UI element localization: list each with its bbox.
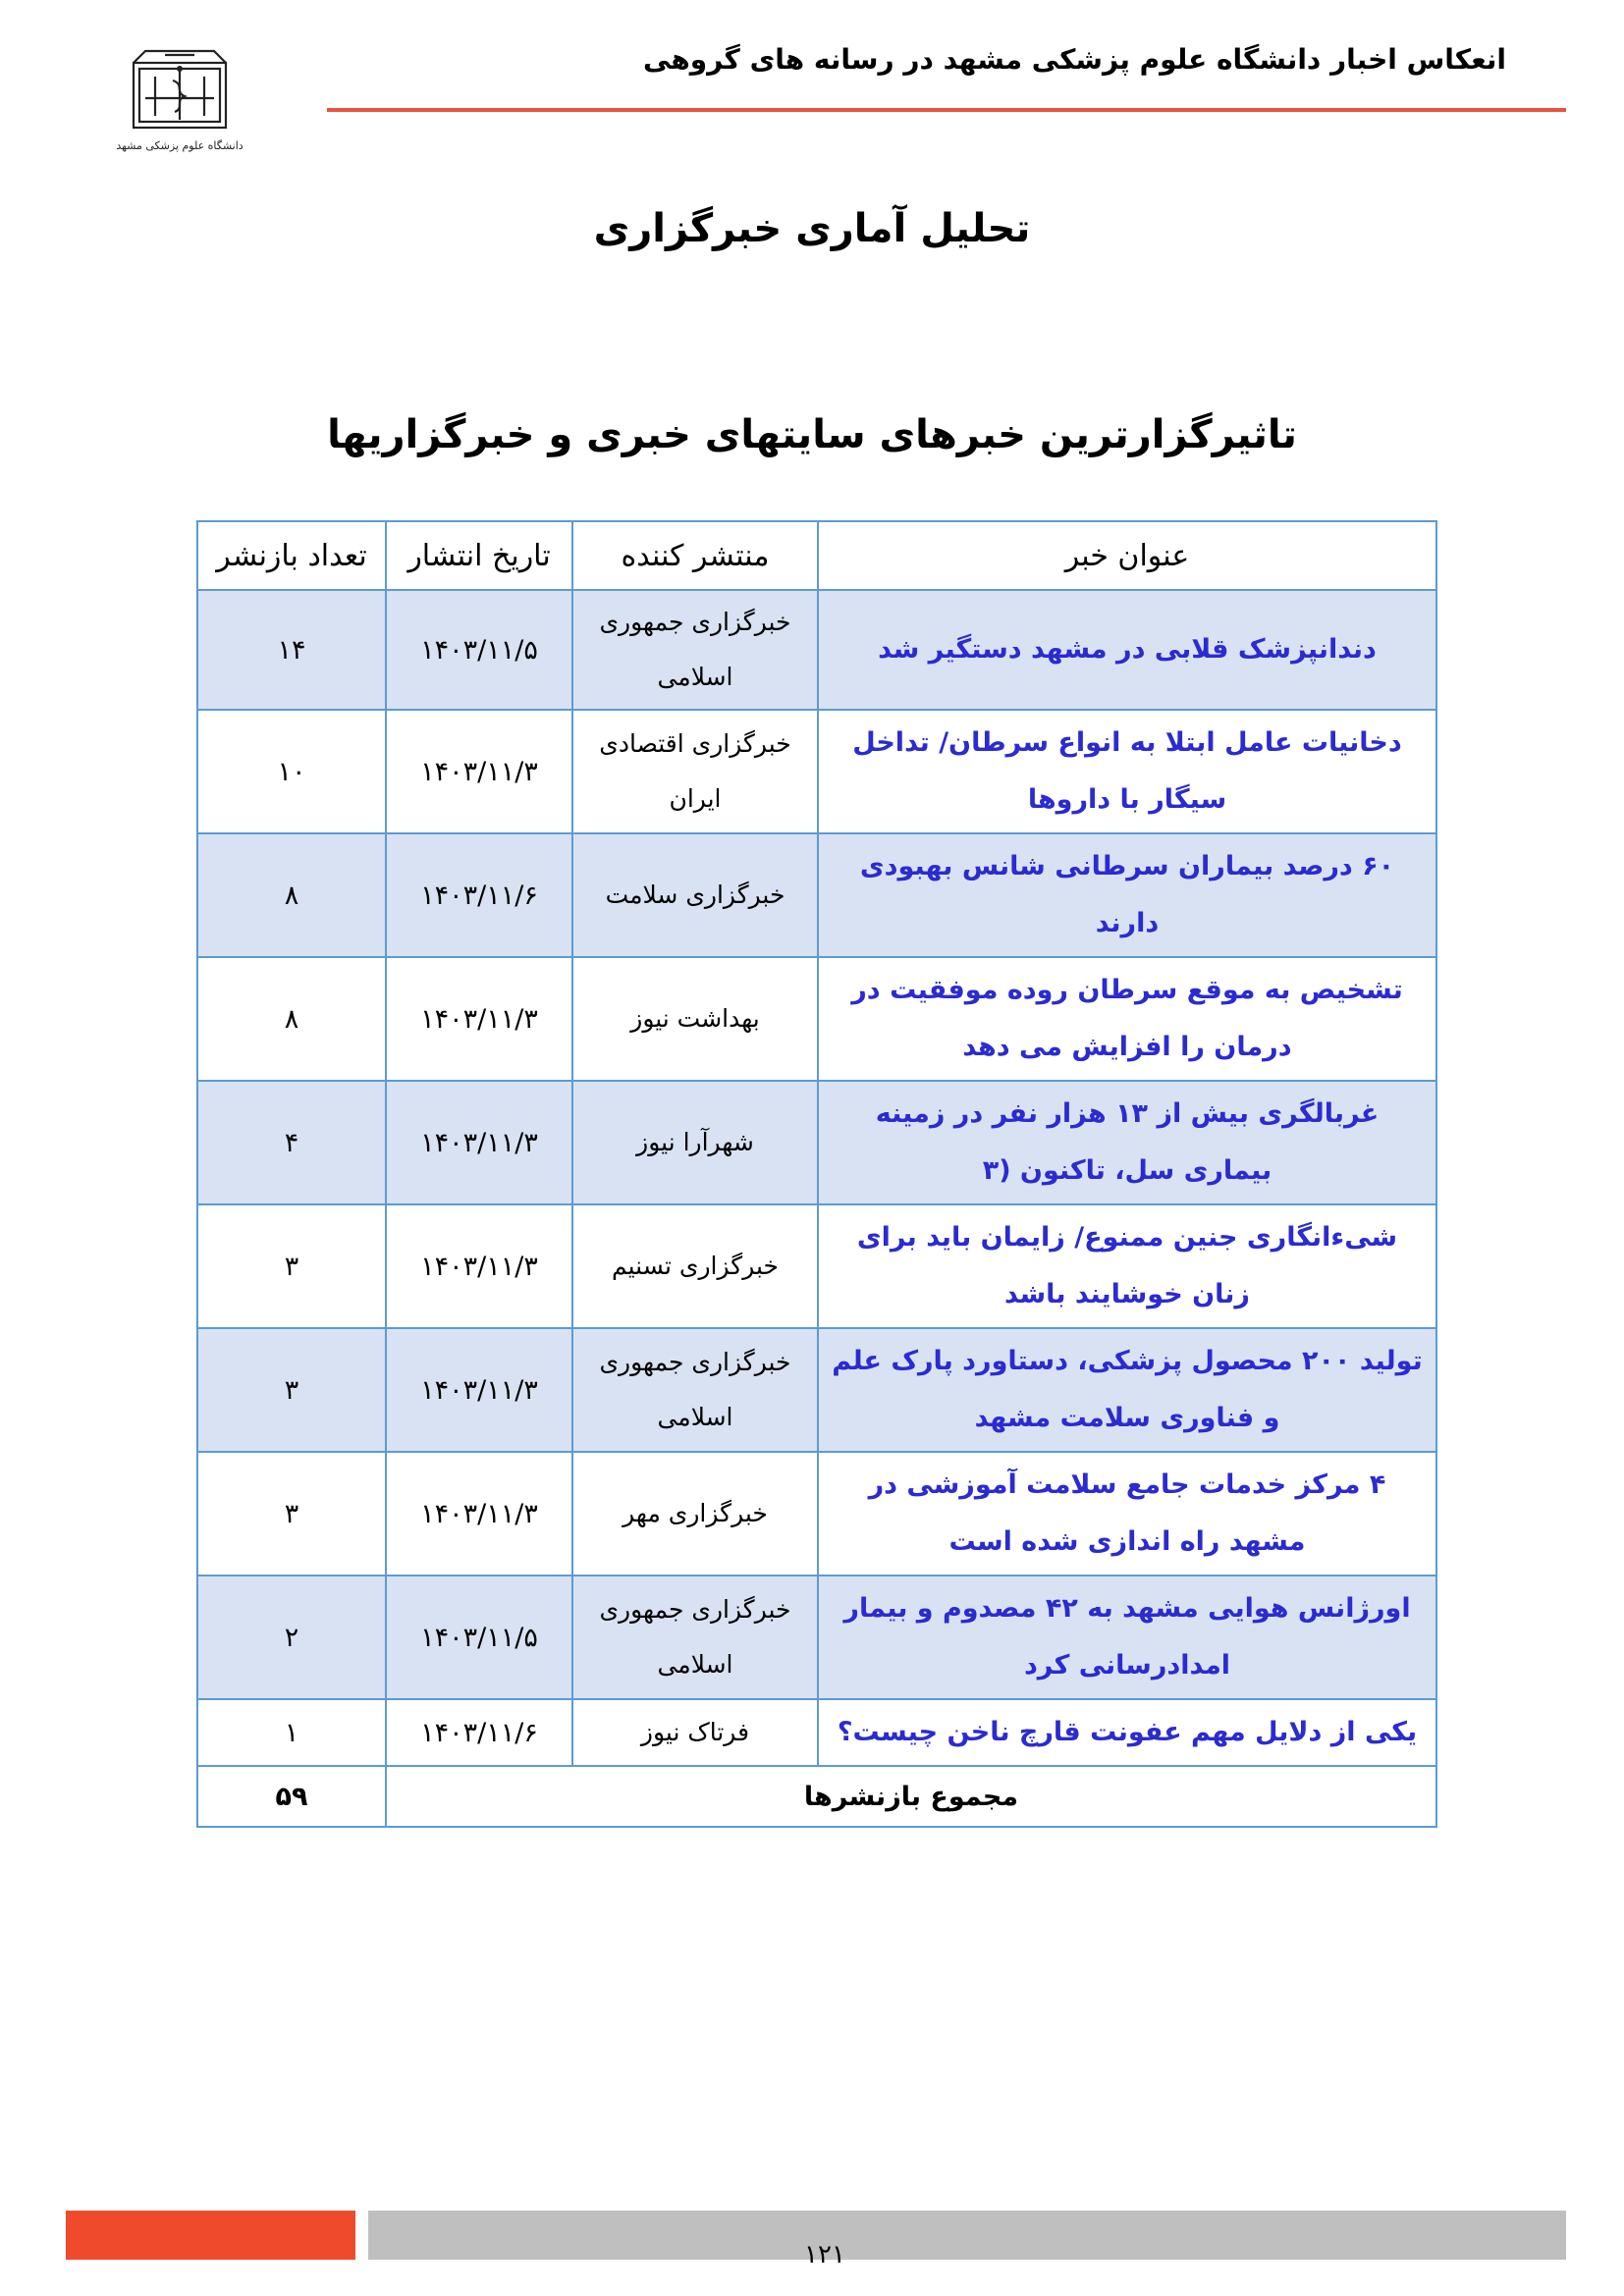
publisher-cell: فرتاک نیوز [572, 1699, 818, 1766]
republish-count-cell: ۱ [197, 1699, 386, 1766]
news-title-cell: تشخیص به موقع سرطان روده موفقیت در درمان را افزایش می دهد [818, 957, 1436, 1081]
header-divider [327, 108, 1566, 112]
republish-count-cell: ۱۴ [197, 590, 386, 710]
publisher-cell: بهداشت نیوز [572, 957, 818, 1081]
republish-count-cell: ۸ [197, 957, 386, 1081]
table-row [197, 1081, 1436, 1204]
total-row [197, 1766, 1436, 1827]
publisher-cell: خبرگزاری جمهوری اسلامی [572, 1575, 818, 1699]
page-heading: تحلیل آماری خبرگزاری [593, 206, 1031, 251]
date-cell: ۱۴۰۳/۱۱/۳ [386, 957, 572, 1081]
document-header-title: انعکاس اخبار دانشگاه علوم پزشکی مشهد در رسانه های گروهی [642, 43, 1506, 76]
republish-count-cell: ۴ [197, 1081, 386, 1204]
total-label: مجموع بازنشرها [386, 1766, 1436, 1827]
news-title-cell: یکی از دلایل مهم عفونت قارچ ناخن چیست؟ [818, 1699, 1436, 1766]
date-cell: ۱۴۰۳/۱۱/۳ [386, 1452, 572, 1575]
table-header-row [197, 521, 1436, 590]
university-logo [116, 37, 244, 165]
date-cell: ۱۴۰۳/۱۱/۳ [386, 1081, 572, 1204]
date-cell: ۱۴۰۳/۱۱/۶ [386, 1699, 572, 1766]
date-cell: ۱۴۰۳/۱۱/۳ [386, 1328, 572, 1452]
publisher-cell: شهرآرا نیوز [572, 1081, 818, 1204]
date-cell: ۱۴۰۳/۱۱/۶ [386, 833, 572, 957]
publisher-cell: خبرگزاری مهر [572, 1452, 818, 1575]
republish-count-cell: ۸ [197, 833, 386, 957]
republish-count-cell: ۲ [197, 1575, 386, 1699]
column-header-count: تعداد بازنشر [197, 521, 386, 590]
date-cell: ۱۴۰۳/۱۱/۵ [386, 590, 572, 710]
news-title-cell: دندانپزشک قلابی در مشهد دستگیر شد [818, 590, 1436, 710]
top-news-table [196, 520, 1437, 1828]
column-header-title: عنوان خبر [818, 521, 1436, 590]
republish-count-cell: ۳ [197, 1328, 386, 1452]
news-title-cell: ۶۰ درصد بیماران سرطانی شانس بهبودی دارند [818, 833, 1436, 957]
republish-count-cell: ۳ [197, 1452, 386, 1575]
news-title-cell: ۴ مرکز خدمات جامع سلامت آموزشی در مشهد راه اندازی شده است [818, 1452, 1436, 1575]
column-header-date: تاریخ انتشار [386, 521, 572, 590]
date-cell: ۱۴۰۳/۱۱/۳ [386, 710, 572, 833]
total-value: ۵۹ [197, 1766, 386, 1827]
table-row [197, 1204, 1436, 1328]
news-title-cell: اورژانس هوایی مشهد به ۴۲ مصدوم و بیمار امدادرسانی کرد [818, 1575, 1436, 1699]
section-heading: تاثیرگزارترین خبرهای سایتهای خبری و خبرگزاریها [327, 412, 1297, 457]
news-title-cell: شیءانگاری جنین ممنوع/ زایمان باید برای زنان خوشایند باشد [818, 1204, 1436, 1328]
republish-count-cell: ۱۰ [197, 710, 386, 833]
page-number: ۱۲۱ [804, 2240, 845, 2269]
column-header-publisher: منتشر کننده [572, 521, 818, 590]
date-cell: ۱۴۰۳/۱۱/۵ [386, 1575, 572, 1699]
publisher-cell: خبرگزاری تسنیم [572, 1204, 818, 1328]
publisher-cell: خبرگزاری جمهوری اسلامی [572, 1328, 818, 1452]
publisher-cell: خبرگزاری سلامت [572, 833, 818, 957]
news-title-cell: تولید ۲۰۰ محصول پزشکی، دستاورد پارک علم و فناوری سلامت مشهد [818, 1328, 1436, 1452]
publisher-cell: خبرگزاری جمهوری اسلامی [572, 590, 818, 710]
table-row [197, 1328, 1436, 1452]
table-row [197, 833, 1436, 957]
footer-red-bar [66, 2211, 355, 2260]
footer-gray-bar [368, 2211, 1566, 2260]
table-row [197, 710, 1436, 833]
table-row [197, 1452, 1436, 1575]
table-row [197, 590, 1436, 710]
logo-caption: دانشگاه علوم پزشکی مشهد [116, 139, 244, 152]
date-cell: ۱۴۰۳/۱۱/۳ [386, 1204, 572, 1328]
table-row [197, 1575, 1436, 1699]
table-row [197, 957, 1436, 1081]
republish-count-cell: ۳ [197, 1204, 386, 1328]
news-title-cell: دخانیات عامل ابتلا به انواع سرطان/ تداخل سیگار با داروها [818, 710, 1436, 833]
table-row [197, 1699, 1436, 1766]
news-title-cell: غربالگری بیش از ۱۳ هزار نفر در زمینه بیماری سل، تاکنون (۳ [818, 1081, 1436, 1204]
publisher-cell: خبرگزاری اقتصادی ایران [572, 710, 818, 833]
